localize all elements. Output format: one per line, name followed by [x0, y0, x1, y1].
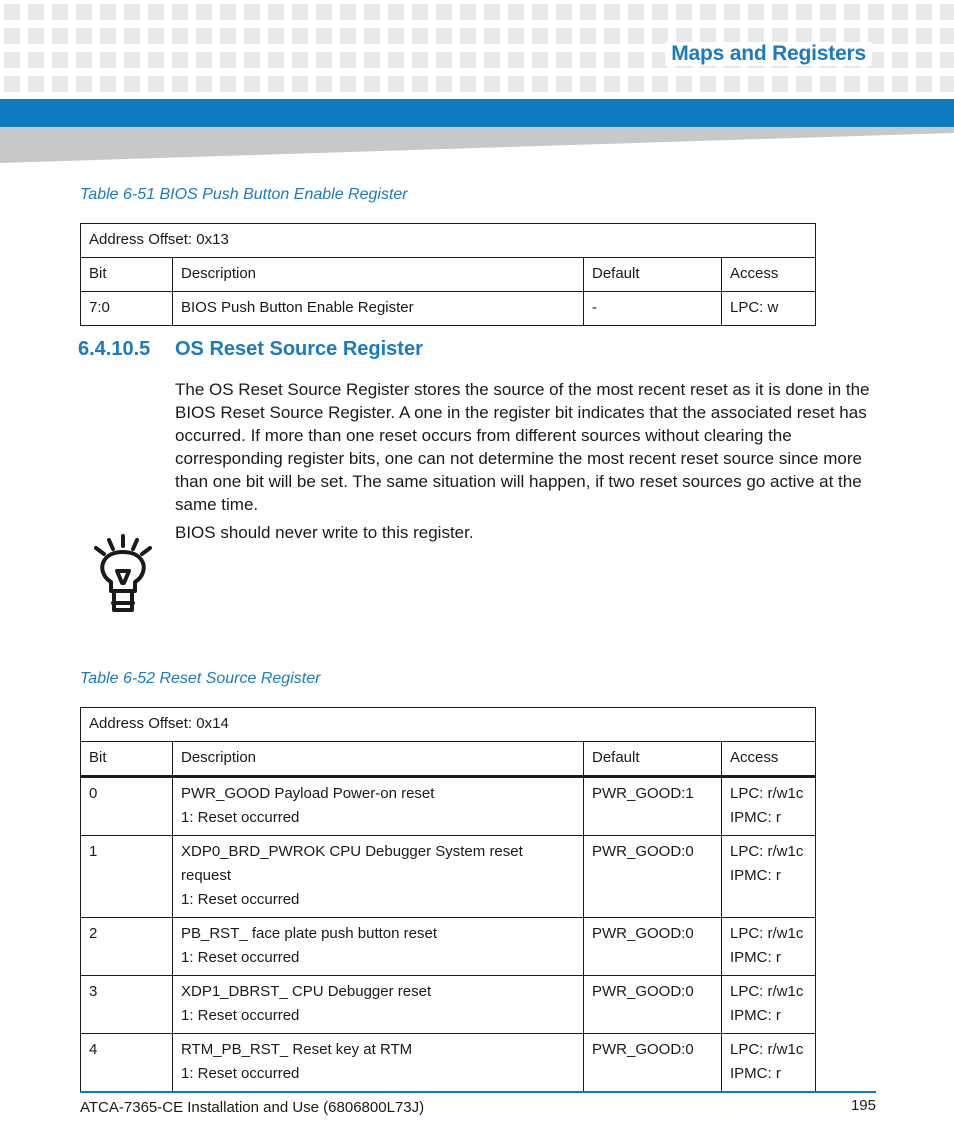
- chapter-title: Maps and Registers: [665, 42, 872, 66]
- default-cell: PWR_GOOD:0: [584, 918, 722, 976]
- column-header: Default: [584, 258, 722, 292]
- table-row: [81, 777, 816, 836]
- description-cell: [173, 1034, 584, 1092]
- header-pattern-square: [220, 52, 236, 68]
- header-pattern-square: [148, 52, 164, 68]
- header-pattern-square: [196, 52, 212, 68]
- header-pattern-square: [124, 76, 140, 92]
- header-pattern-square: [100, 52, 116, 68]
- header-pattern-square: [28, 52, 44, 68]
- header-pattern-square: [724, 4, 740, 20]
- description-line: PWR_GOOD Payload Power-on reset: [181, 785, 435, 802]
- header-pattern-square: [556, 4, 572, 20]
- header-pattern-square: [220, 28, 236, 44]
- header-pattern-square: [436, 76, 452, 92]
- header-pattern-square: [316, 52, 332, 68]
- header-pattern-square: [52, 28, 68, 44]
- header-pattern-square: [748, 4, 764, 20]
- table-caption: Table 6-51 BIOS Push Button Enable Register: [80, 186, 408, 203]
- header-pattern-square: [148, 4, 164, 20]
- header-pattern-square: [268, 76, 284, 92]
- header-pattern-square: [76, 52, 92, 68]
- header-pattern-square: [628, 28, 644, 44]
- access-line: IPMC: r: [730, 949, 781, 966]
- header-pattern-square: [604, 4, 620, 20]
- header-pattern-square: [556, 76, 572, 92]
- header-pattern-square: [436, 52, 452, 68]
- header-pattern-square: [460, 4, 476, 20]
- header-pattern-square: [580, 76, 596, 92]
- header-pattern-square: [724, 76, 740, 92]
- header-pattern-square: [892, 52, 908, 68]
- bit-cell: 4: [81, 1034, 173, 1092]
- header-pattern-square: [52, 4, 68, 20]
- access-line: IPMC: r: [730, 1065, 781, 1082]
- access-line: IPMC: r: [730, 809, 781, 826]
- header-pattern-square: [388, 4, 404, 20]
- header-pattern-square: [532, 76, 548, 92]
- header-pattern-square: [388, 28, 404, 44]
- default-cell: PWR_GOOD:1: [584, 777, 722, 836]
- header-pattern-square: [892, 28, 908, 44]
- header-pattern-square: [796, 4, 812, 20]
- description-cell: [173, 918, 584, 976]
- header-pattern-square: [148, 76, 164, 92]
- header-pattern-square: [388, 52, 404, 68]
- header-pattern-square: [460, 28, 476, 44]
- access-line: IPMC: r: [730, 867, 781, 884]
- lightbulb-icon: [90, 533, 156, 615]
- header-pattern-square: [412, 28, 428, 44]
- header-pattern-square: [52, 52, 68, 68]
- header-pattern-square: [916, 76, 932, 92]
- table-row: [81, 918, 816, 976]
- header-pattern-square: [508, 4, 524, 20]
- address-row: [81, 708, 816, 742]
- header-pattern-square: [844, 76, 860, 92]
- header-pattern-square: [196, 28, 212, 44]
- header-pattern-square: [292, 52, 308, 68]
- column-header: Description: [173, 258, 584, 292]
- bit-cell: 2: [81, 918, 173, 976]
- column-header: Access: [722, 258, 816, 292]
- header-pattern-square: [436, 4, 452, 20]
- header-pattern-square: [484, 4, 500, 20]
- header-pattern-square: [748, 76, 764, 92]
- header-pattern-square: [772, 76, 788, 92]
- column-header: Description: [173, 742, 584, 777]
- description-line: PB_RST_ face plate push button reset: [181, 925, 437, 942]
- header-pattern-square: [556, 28, 572, 44]
- header-pattern-square: [892, 76, 908, 92]
- header-pattern-square: [940, 76, 954, 92]
- access-cell: [722, 1034, 816, 1092]
- header-pattern-square: [268, 28, 284, 44]
- address-offset: Address Offset: 0x14: [81, 708, 816, 742]
- header-pattern-square: [460, 52, 476, 68]
- header-pattern-square: [916, 52, 932, 68]
- access-line: IPMC: r: [730, 1007, 781, 1024]
- address-row: [81, 224, 816, 258]
- header-pattern-square: [316, 76, 332, 92]
- header-pattern-square: [76, 4, 92, 20]
- header-pattern-square: [364, 28, 380, 44]
- header-pattern-square: [532, 4, 548, 20]
- section-number: 6.4.10.5: [78, 338, 151, 360]
- description-line: 1: Reset occurred: [181, 891, 300, 908]
- access-line: LPC: r/w1c: [730, 785, 804, 802]
- header-pattern-square: [652, 76, 668, 92]
- header-pattern-square: [388, 76, 404, 92]
- header-pattern-square: [916, 28, 932, 44]
- header-pattern-square: [556, 52, 572, 68]
- header-pattern-square: [700, 4, 716, 20]
- header-pattern-square: [604, 76, 620, 92]
- description-cell: [173, 777, 584, 836]
- address-offset: Address Offset: 0x13: [81, 224, 816, 258]
- header-pattern-square: [580, 28, 596, 44]
- header-pattern-square: [628, 52, 644, 68]
- header-pattern-square: [316, 28, 332, 44]
- access-cell: [722, 836, 816, 918]
- header-pattern-square: [76, 28, 92, 44]
- header-pattern-square: [340, 52, 356, 68]
- bit-cell: 7:0: [81, 292, 173, 326]
- header-pattern-square: [508, 28, 524, 44]
- header-pattern-square: [364, 52, 380, 68]
- header-pattern-square: [4, 4, 20, 20]
- header-pattern-square: [100, 76, 116, 92]
- column-header: Default: [584, 742, 722, 777]
- header-pattern-square: [268, 52, 284, 68]
- header-pattern-square: [220, 4, 236, 20]
- header-pattern-square: [676, 76, 692, 92]
- header-pattern-square: [172, 4, 188, 20]
- description-line: XDP0_BRD_PWROK CPU Debugger System reset request: [181, 843, 523, 884]
- header-pattern-square: [940, 28, 954, 44]
- header-pattern-square: [28, 28, 44, 44]
- header-bar: [0, 99, 954, 127]
- header-pattern-square: [244, 28, 260, 44]
- default-cell: PWR_GOOD:0: [584, 1034, 722, 1092]
- default-cell: -: [584, 292, 722, 326]
- header-pattern-square: [196, 4, 212, 20]
- header-pattern-square: [484, 52, 500, 68]
- header-pattern-square: [268, 4, 284, 20]
- access-line: LPC: r/w1c: [730, 983, 804, 1000]
- access-cell: [722, 976, 816, 1034]
- table-row: [81, 836, 816, 918]
- access-cell: LPC: w: [722, 292, 816, 326]
- header-pattern-square: [412, 76, 428, 92]
- header-pattern-square: [580, 4, 596, 20]
- header-pattern-square: [604, 28, 620, 44]
- header-pattern-square: [292, 28, 308, 44]
- description-line: RTM_PB_RST_ Reset key at RTM: [181, 1041, 413, 1058]
- header-pattern-square: [28, 4, 44, 20]
- header-pattern-square: [868, 76, 884, 92]
- header-pattern-square: [460, 76, 476, 92]
- header-pattern-square: [436, 28, 452, 44]
- header-pattern-square: [364, 76, 380, 92]
- header-pattern-square: [580, 52, 596, 68]
- default-cell: PWR_GOOD:0: [584, 836, 722, 918]
- body-paragraph: The OS Reset Source Register stores the source of the most recent reset as it is done in the BIOS Reset Source Register. A one in the register bit indicates that the associated reset has occurred. If more than one reset occurs from different sources without clearing the corresponding register bits, one can not determine the most recent reset source since more than one bit will be set. The same situation will happen, if two reset sources go active at the same time.: [175, 380, 870, 514]
- header-pattern-square: [76, 76, 92, 92]
- access-line: LPC: r/w1c: [730, 925, 804, 942]
- header-pattern-square: [364, 4, 380, 20]
- default-cell: PWR_GOOD:0: [584, 976, 722, 1034]
- header-pattern-square: [340, 4, 356, 20]
- header-pattern-square: [532, 28, 548, 44]
- description-line: 1: Reset occurred: [181, 1007, 300, 1024]
- footer-document-title: ATCA-7365-CE Installation and Use (6806800L73J): [80, 1099, 425, 1116]
- header-pattern-square: [172, 28, 188, 44]
- description-cell: BIOS Push Button Enable Register: [173, 292, 584, 326]
- bios-push-button-table: [80, 223, 816, 326]
- header-pattern-square: [340, 76, 356, 92]
- header-pattern-square: [844, 4, 860, 20]
- header-pattern-square: [52, 76, 68, 92]
- footer-rule: [80, 1091, 876, 1093]
- bit-cell: 0: [81, 777, 173, 836]
- header-pattern-square: [100, 4, 116, 20]
- table-caption: Table 6-52 Reset Source Register: [80, 670, 321, 687]
- header-pattern-square: [4, 28, 20, 44]
- header-pattern-square: [292, 4, 308, 20]
- header-pattern-square: [148, 28, 164, 44]
- header-pattern-square: [124, 4, 140, 20]
- description-line: XDP1_DBRST_ CPU Debugger reset: [181, 983, 432, 1000]
- header-pattern-square: [796, 76, 812, 92]
- header-pattern-square: [628, 76, 644, 92]
- bit-cell: 3: [81, 976, 173, 1034]
- header-pattern-square: [316, 4, 332, 20]
- header-pattern-square: [868, 4, 884, 20]
- header-pattern-square: [4, 76, 20, 92]
- header-pattern-square: [892, 4, 908, 20]
- column-header: Bit: [81, 258, 173, 292]
- header-pattern-square: [820, 76, 836, 92]
- header-pattern-square: [940, 4, 954, 20]
- access-line: LPC: r/w1c: [730, 1041, 804, 1058]
- table-row: [81, 1034, 816, 1092]
- description-cell: [173, 836, 584, 918]
- header-pattern-square: [244, 4, 260, 20]
- header-pattern-square: [172, 52, 188, 68]
- header-pattern-square: [244, 52, 260, 68]
- header-row: [81, 258, 816, 292]
- header-pattern-square: [532, 52, 548, 68]
- header-pattern-square: [4, 52, 20, 68]
- description-line: 1: Reset occurred: [181, 949, 300, 966]
- header-pattern-square: [508, 52, 524, 68]
- header-pattern-square: [916, 4, 932, 20]
- header-pattern-square: [628, 4, 644, 20]
- access-cell: [722, 918, 816, 976]
- column-header: Bit: [81, 742, 173, 777]
- header-pattern-square: [124, 52, 140, 68]
- header-pattern-square: [100, 28, 116, 44]
- access-cell: [722, 777, 816, 836]
- header-pattern-square: [940, 52, 954, 68]
- header-pattern-square: [28, 76, 44, 92]
- header-pattern-square: [604, 52, 620, 68]
- page-number: 195: [850, 1097, 876, 1114]
- header-pattern-square: [484, 28, 500, 44]
- header-pattern-square: [340, 28, 356, 44]
- reset-source-table: [80, 707, 816, 1092]
- header-row: [81, 742, 816, 777]
- header-pattern-square: [220, 76, 236, 92]
- table-row: [81, 292, 816, 326]
- header-pattern-square: [196, 76, 212, 92]
- section-title: OS Reset Source Register: [175, 338, 423, 360]
- header-pattern-square: [772, 4, 788, 20]
- header-pattern-square: [508, 76, 524, 92]
- header-pattern-square: [244, 76, 260, 92]
- header-pattern-square: [484, 76, 500, 92]
- header-pattern-square: [652, 4, 668, 20]
- header-pattern-square: [412, 4, 428, 20]
- description-line: 1: Reset occurred: [181, 1065, 300, 1082]
- header-pattern-square: [124, 28, 140, 44]
- table-row: [81, 976, 816, 1034]
- header-pattern-square: [820, 4, 836, 20]
- description-cell: [173, 976, 584, 1034]
- bit-cell: 1: [81, 836, 173, 918]
- description-line: 1: Reset occurred: [181, 809, 300, 826]
- note-text: BIOS should never write to this register.: [175, 523, 474, 542]
- header-pattern-square: [172, 76, 188, 92]
- section-heading: [78, 338, 423, 361]
- header-pattern-square: [676, 4, 692, 20]
- header-pattern-square: [412, 52, 428, 68]
- header-pattern-square: [700, 76, 716, 92]
- header-pattern-square: [292, 76, 308, 92]
- column-header: Access: [722, 742, 816, 777]
- header-wedge: [0, 127, 954, 163]
- access-line: LPC: r/w1c: [730, 843, 804, 860]
